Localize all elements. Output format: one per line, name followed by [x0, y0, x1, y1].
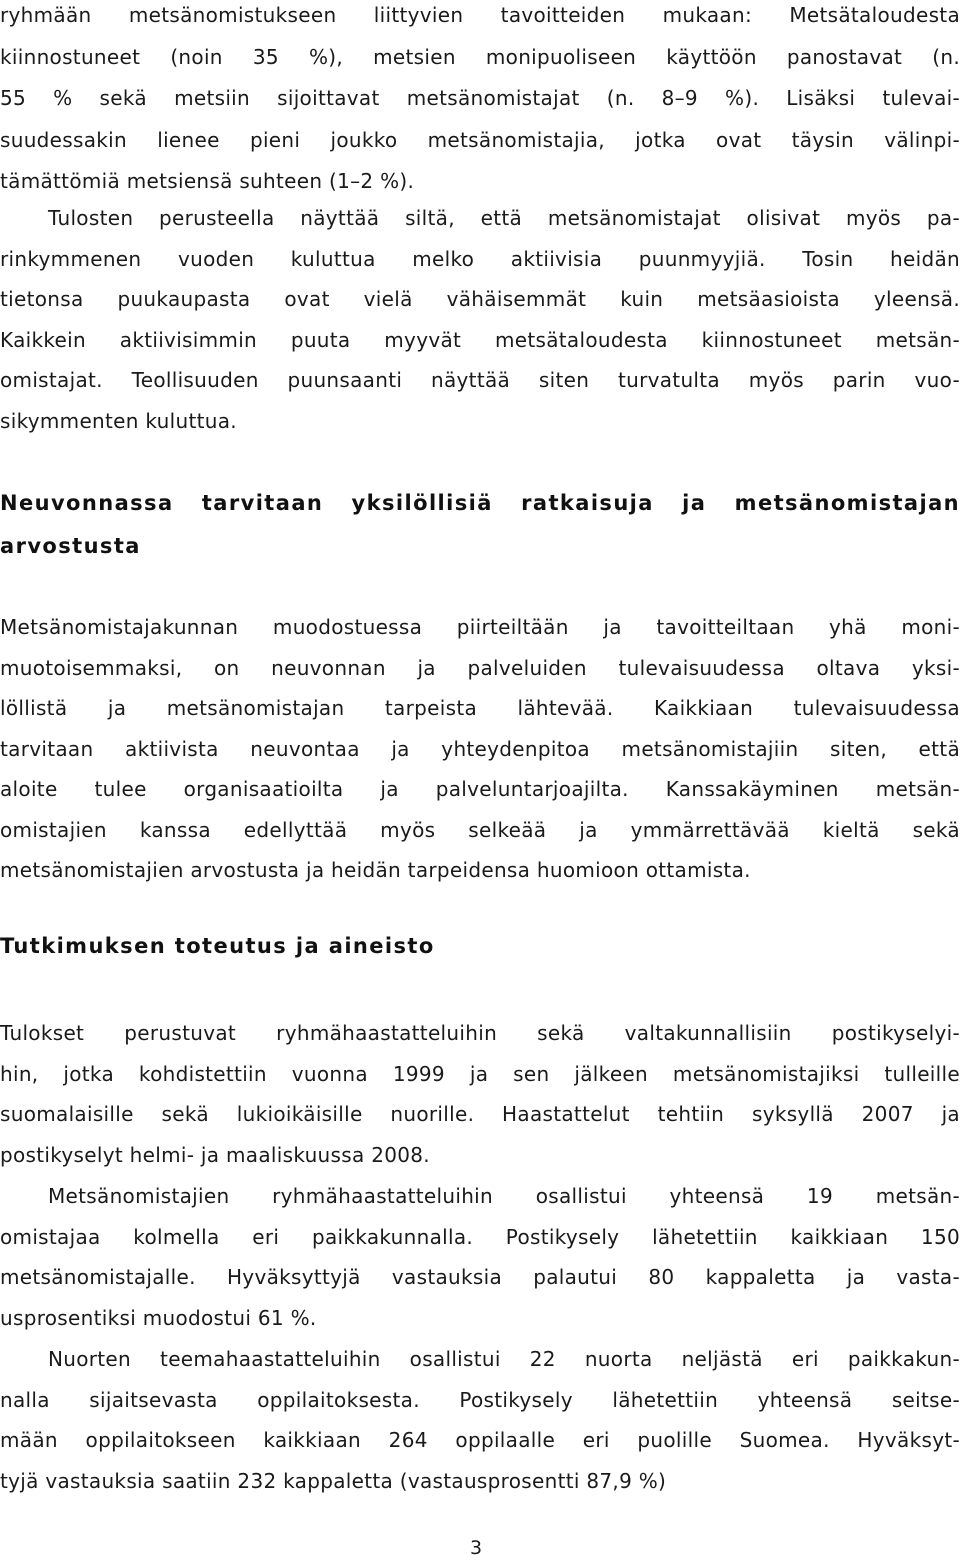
paragraph-aineisto [0, 1018, 960, 1180]
text-line: mään oppilaitokseen kaikkiaan 264 oppilaalle eri puolille Suomea. Hyväksyt- [0, 1428, 960, 1452]
text-line: Nuorten teemahaastatteluihin osallistui 22 nuorta neljästä eri paikkakun- [48, 1347, 960, 1371]
heading-line: arvostusta [0, 534, 141, 558]
section-heading-neuvonta [0, 488, 960, 574]
text-line: aloite tulee organisaatioilta ja palveluntarjoajilta. Kanssakäyminen metsän- [0, 777, 960, 801]
text-line: löllistä ja metsänomistajan tarpeista lähtevää. Kaikkiaan tulevaisuudessa [0, 696, 960, 720]
text-line: Tulosten perusteella näyttää siltä, että metsänomistajat olisivat myös pa- [48, 206, 960, 230]
text-line: metsänomistajien arvostusta ja heidän tarpeidensa huomioon ottamista. [0, 858, 751, 882]
text-line: tarvitaan aktiivista neuvontaa ja yhteydenpitoa metsänomistajiin siten, että [0, 736, 960, 761]
text-line: rinkymmenen vuoden kuluttua melko aktiivisia puunmyyjiä. Tosin heidän [0, 246, 960, 271]
text-line: muotoisemmaksi, on neuvonnan ja palveluiden tulevaisuudessa oltava yksi- [0, 655, 960, 680]
text-line: nalla sijaitsevasta oppilaitoksesta. Postikysely lähetettiin yhteensä seitse- [0, 1387, 960, 1412]
text-line: suudessakin lienee pieni joukko metsänomistajia, jotka ovat täysin välinpi- [0, 127, 960, 152]
text-line: omistajaa kolmella eri paikkakunnalla. Postikysely lähetettiin kaikkiaan 150 [0, 1224, 960, 1249]
text-line: tietonsa puukaupasta ovat vielä vähäisemmät kuin metsäasioista yleensä. [0, 287, 960, 311]
section-heading-tutkimus: Tutkimuksen toteutus ja aineisto [0, 934, 435, 958]
text-line: omistajien kanssa edellyttää myös selkeää ja ymmärrettävää kieltä sekä [0, 817, 960, 842]
text-line: Tulokset perustuvat ryhmähaastatteluihin sekä valtakunnallisiin postikyselyi- [0, 1021, 960, 1045]
paragraph-metsanomistajatyypit [0, 0, 960, 208]
text-line: hin, jotka kohdistettiin vuonna 1999 ja sen jälkeen metsänomistajiksi tulleille [0, 1061, 960, 1086]
paragraph-puunmyynti [0, 203, 960, 446]
text-line: postikyselyt helmi- ja maaliskuussa 2008. [0, 1142, 430, 1167]
page-number: 3 [470, 1537, 483, 1559]
text-line: kiinnostuneet (noin 35 %), metsien monipuoliseen käyttöön panostavat (n. [0, 44, 960, 69]
text-line: usprosentiksi muodostui 61 %. [0, 1305, 317, 1330]
text-line: Metsänomistajien ryhmähaastatteluihin osallistui yhteensä 19 metsän- [48, 1184, 960, 1208]
text-line: omistajat. Teollisuuden puunsaanti näyttää siten turvatulta myös parin vuo- [0, 368, 960, 392]
text-line: metsänomistajalle. Hyväksyttyjä vastauksia palautui 80 kappaletta ja vasta- [0, 1265, 960, 1289]
text-line: 55 % sekä metsiin sijoittavat metsänomistajat (n. 8–9 %). Lisäksi tulevai- [0, 86, 960, 110]
text-line: ryhmään metsänomistukseen liittyvien tavoitteiden mukaan: Metsätaloudesta [0, 3, 960, 27]
heading-line: Neuvonnassa tarvitaan yksilöllisiä ratkaisuja ja metsänomistajan [0, 491, 960, 515]
text-line: tyjä vastauksia saatiin 232 kappaletta (vastausprosentti 87,9 %) [0, 1468, 667, 1493]
paragraph-neuvonta [0, 612, 960, 896]
text-line: suomalaisille sekä lukioikäisille nuorille. Haastattelut tehtiin syksyllä 2007 ja [0, 1102, 960, 1126]
text-line: tämättömiä metsiensä suhteen (1–2 %). [0, 169, 415, 193]
text-line: sikymmenten kuluttua. [0, 408, 237, 433]
text-line: Kaikkein aktiivisimmin puuta myyvät metsätaloudesta kiinnostuneet metsän- [0, 327, 960, 352]
paragraph-metsanomistajien-haastattelut [0, 1181, 960, 1343]
paragraph-nuorten-haastattelut [0, 1344, 960, 1506]
text-line: Metsänomistajakunnan muodostuessa piirteiltään ja tavoitteiltaan yhä moni- [0, 615, 960, 639]
